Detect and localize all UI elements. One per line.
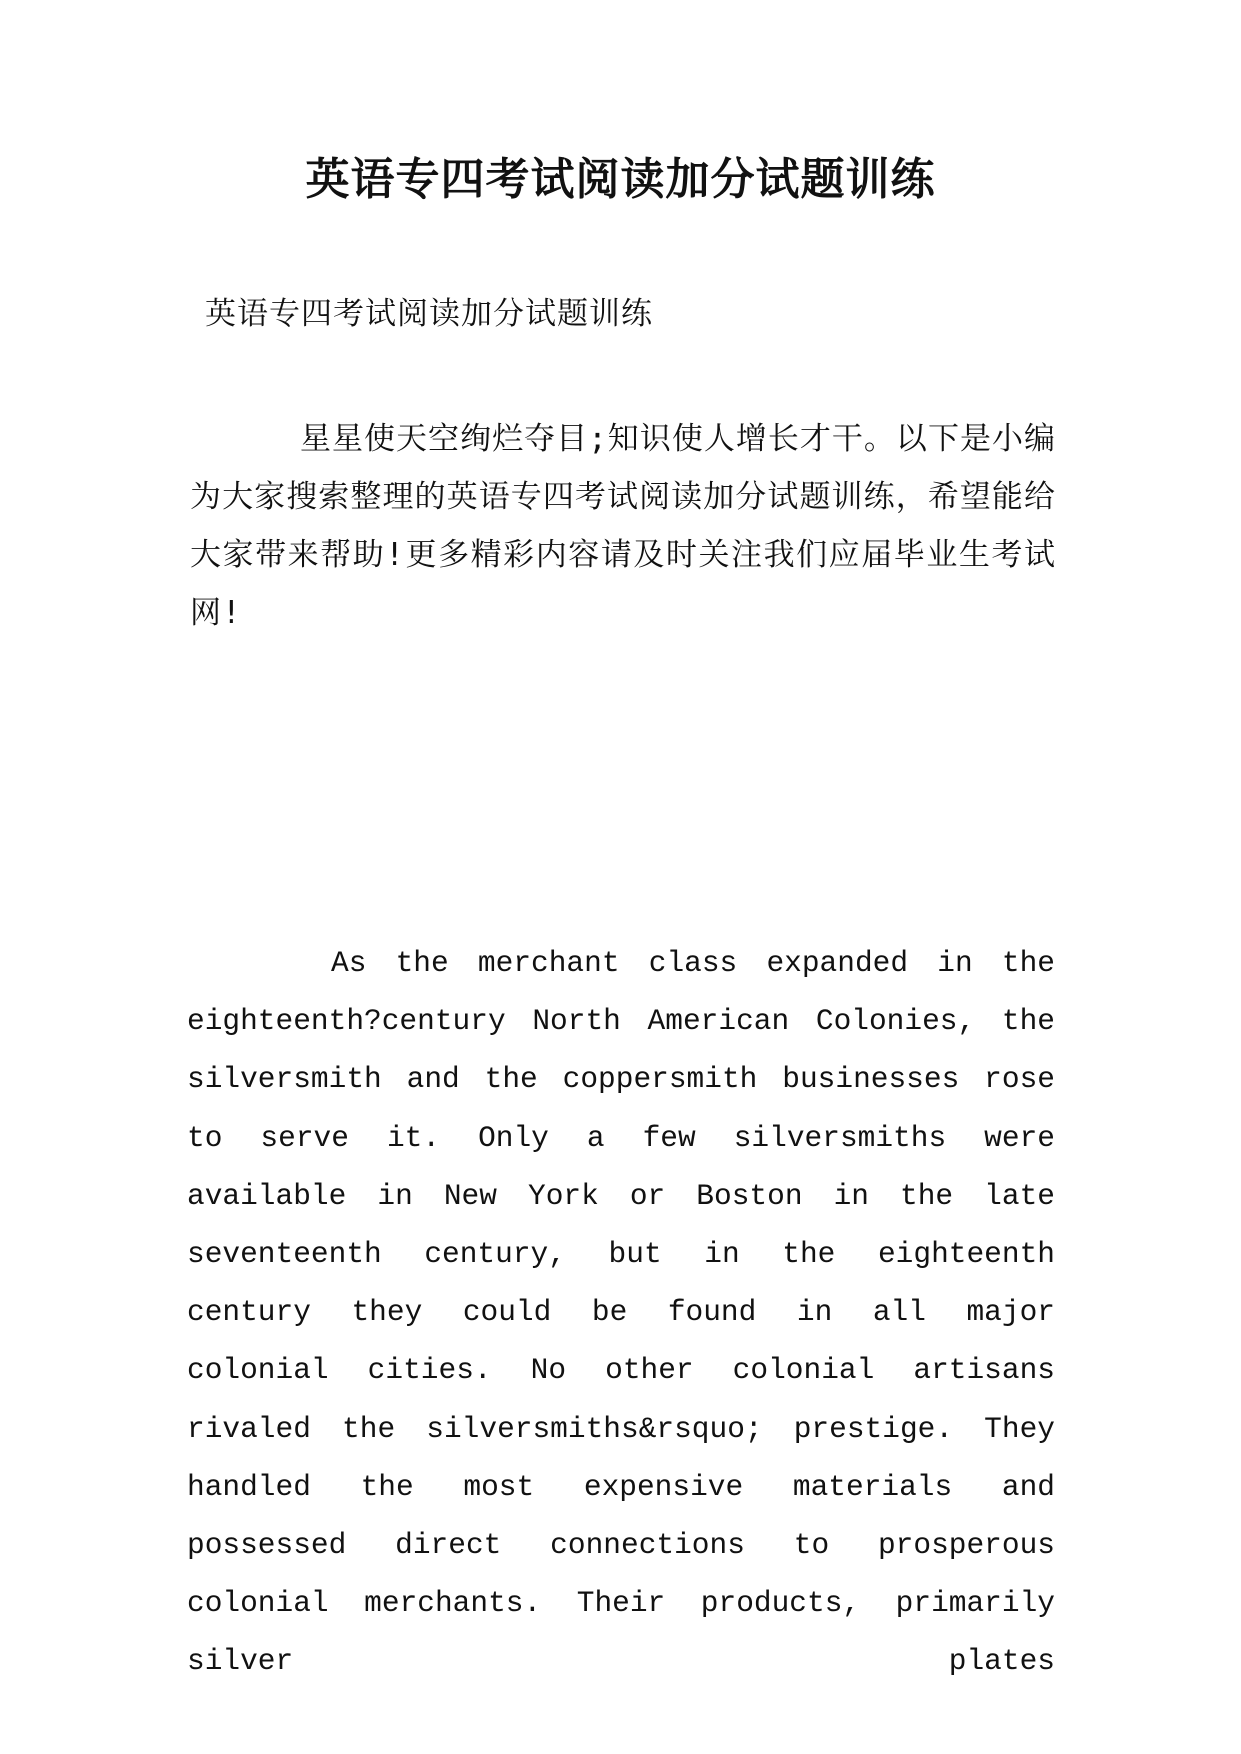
document-subtitle: 英语专四考试阅读加分试题训练: [205, 296, 653, 332]
intro-paragraph: 星星使天空绚烂夺目;知识使人增长才干。以下是小编为大家搜索整理的英语专四考试阅读加分试题训练，希望能给大家带来帮助!更多精彩内容请及时关注我们应届毕业生考试网!: [190, 421, 1056, 631]
document-title: 英语专四考试阅读加分试题训练: [305, 154, 936, 205]
reading-passage: As the merchant class expanded in the eighteenth?century North American Colonies, the silversmith and the coppersmith businesses rose to serve it. Only a few silversmiths were available in New York or Boston in the late seventeenth century, but in the eighteenth century they could be found in all major colonial cities. No other colonial artisans rivaled the silversmiths&rsquo; prestige. They handled the most expensive materials and possessed direct connections to prosperous colonial merchants. Their products, primarily silver plates: [187, 946, 1055, 1679]
